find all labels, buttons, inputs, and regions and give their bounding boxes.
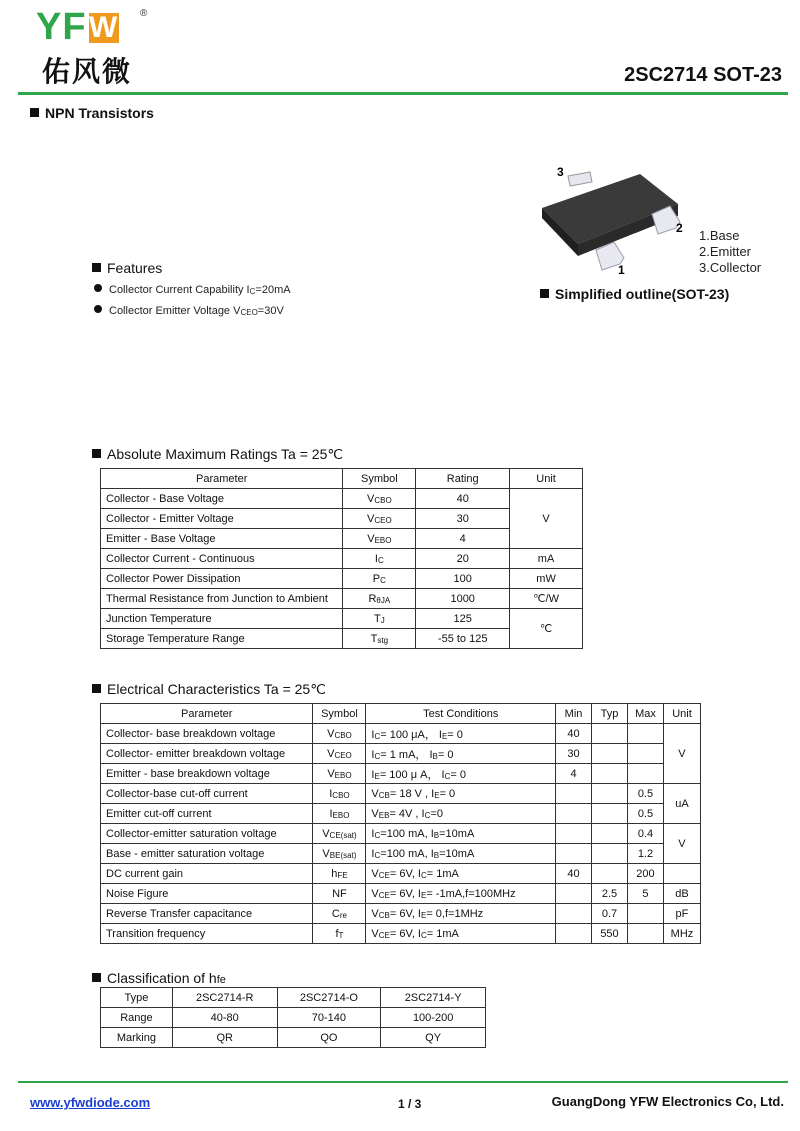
test-condition-cell: $V_{CE}= 6V$, $I_E= -1mA,f=100MHz$ (366, 884, 556, 904)
table-row (101, 904, 701, 924)
rating-cell: 100 (416, 569, 510, 589)
symbol-cell: VEBO (313, 764, 366, 784)
parameter-cell: Collector- base breakdown voltage (101, 724, 313, 744)
max-cell: 5 (627, 884, 663, 904)
table-row (101, 824, 701, 844)
legend-item: 2.Emitter (699, 244, 752, 259)
classification-heading: Classification of hfe (92, 970, 226, 986)
parameter-cell: Storage Temperature Range (101, 629, 343, 649)
table-row (101, 884, 701, 904)
feature-item: Collector Current Capability IC=20mA (94, 284, 291, 296)
rating-cell: 20 (416, 549, 510, 569)
max-cell: 0.5 (627, 784, 663, 804)
typ-cell (592, 744, 628, 764)
symbol-cell: PC (343, 569, 416, 589)
symbol-cell: NF (313, 884, 366, 904)
test-condition-cell: $V_{CE}= 6V$, $I_C= 1mA$ (366, 924, 556, 944)
table-row (101, 609, 583, 629)
table-row (101, 589, 583, 609)
typ-cell: 0.7 (592, 904, 628, 924)
test-condition-cell: $V_{EB}= 4V$ , $I_C=0$ (366, 804, 556, 824)
test-condition-cell: $V_{CB}= 18$ V , $I_E= 0$ (366, 784, 556, 804)
parameter-cell: Emitter - Base Voltage (101, 529, 343, 549)
outline-caption: Simplified outline(SOT-23) (540, 286, 729, 302)
min-cell: 4 (556, 764, 592, 784)
col-header: Unit (663, 704, 700, 724)
bullet-dot-icon (94, 305, 102, 313)
symbol-cell: RθJA (343, 589, 416, 609)
symbol-cell: fT (313, 924, 366, 944)
bullet-square-icon (92, 263, 101, 272)
symbol-cell: ICBO (313, 784, 366, 804)
test-condition-cell: $V_{CE}= 6V$, $I_C= 1mA$ (366, 864, 556, 884)
symbol-cell: VCBO (313, 724, 366, 744)
company-logo (36, 6, 156, 88)
unit-cell: pF (663, 904, 700, 924)
typ-cell (592, 844, 628, 864)
parameter-cell: Collector - Base Voltage (101, 489, 343, 509)
table-row (101, 1028, 486, 1048)
min-cell (556, 924, 592, 944)
col-header: Test Conditions (366, 704, 556, 724)
table-row (101, 864, 701, 884)
typ-cell: 2.5 (592, 884, 628, 904)
col-header: 2SC2714-R (172, 988, 277, 1008)
col-header: Type (101, 988, 173, 1008)
table-header-row (101, 469, 583, 489)
rating-cell: 4 (416, 529, 510, 549)
footer-divider (18, 1081, 788, 1083)
parameter-cell: Collector - Emitter Voltage (101, 509, 343, 529)
col-header: Rating (416, 469, 510, 489)
table-cell: QR (172, 1028, 277, 1048)
typ-cell (592, 784, 628, 804)
parameter-cell: DC current gain (101, 864, 313, 884)
feature-item: Collector Emitter Voltage VCEO=30V (94, 305, 284, 317)
table-header-row (101, 988, 486, 1008)
table-row (101, 1008, 486, 1028)
min-cell (556, 824, 592, 844)
col-header: Symbol (313, 704, 366, 724)
logo-box-letter: W (88, 11, 119, 44)
parameter-cell: Collector Current - Continuous (101, 549, 343, 569)
unit-cell: V (663, 724, 700, 784)
logo-chinese-name: 佑风微 (42, 55, 133, 88)
unit-cell: ℃ (510, 609, 583, 649)
max-cell: 200 (627, 864, 663, 884)
table-row (101, 924, 701, 944)
page-number: 1 / 3 (398, 1097, 422, 1111)
bullet-square-icon (92, 973, 101, 982)
table-cell: 100-200 (381, 1008, 486, 1028)
registered-mark: ® (140, 8, 148, 19)
rating-cell: 30 (416, 509, 510, 529)
symbol-cell: Tstg (343, 629, 416, 649)
pin-3-label: 3 (557, 165, 564, 179)
pin-legend (699, 228, 761, 276)
typ-cell (592, 804, 628, 824)
parameter-cell: Collector-emitter saturation voltage (101, 824, 313, 844)
table-row (101, 764, 701, 784)
symbol-cell: IEBO (313, 804, 366, 824)
symbol-cell: VCEO (343, 509, 416, 529)
parameter-cell: Collector-base cut-off current (101, 784, 313, 804)
rating-cell: 125 (416, 609, 510, 629)
logo-letters: YF (36, 6, 87, 48)
table-cell: QO (277, 1028, 381, 1048)
test-condition-cell: $I_C=100$ mA, $I_B=10mA$ (366, 824, 556, 844)
elec-char-table (100, 703, 701, 944)
test-condition-cell: $I_C= 100$ μA， $I_E= 0$ (366, 724, 556, 744)
max-cell: 0.5 (627, 804, 663, 824)
parameter-cell: Noise Figure (101, 884, 313, 904)
rating-cell: -55 to 125 (416, 629, 510, 649)
min-cell: 40 (556, 724, 592, 744)
unit-cell: ℃/W (510, 589, 583, 609)
unit-cell: mA (510, 549, 583, 569)
symbol-cell: TJ (343, 609, 416, 629)
col-header: 2SC2714-Y (381, 988, 486, 1008)
parameter-cell: Reverse Transfer capacitance (101, 904, 313, 924)
pin-2-label: 2 (676, 221, 683, 235)
symbol-cell: Cre (313, 904, 366, 924)
parameter-cell: Collector- emitter breakdown voltage (101, 744, 313, 764)
col-header: Max (627, 704, 663, 724)
unit-cell: MHz (663, 924, 700, 944)
abs-max-heading: Absolute Maximum Ratings Ta = 25℃ (92, 446, 343, 463)
bullet-square-icon (30, 108, 39, 117)
bullet-square-icon (92, 449, 101, 458)
min-cell (556, 844, 592, 864)
table-cell: QY (381, 1028, 486, 1048)
test-condition-cell: $V_{CB}= 6V$, $I_E= 0,f=1MHz$ (366, 904, 556, 924)
unit-cell: dB (663, 884, 700, 904)
symbol-cell: VEBO (343, 529, 416, 549)
rating-cell: 40 (416, 489, 510, 509)
unit-cell (663, 864, 700, 884)
col-header: 2SC2714-O (277, 988, 381, 1008)
legend-item: 3.Collector (699, 260, 762, 275)
test-condition-cell: $I_C=100$ mA, $I_B=10mA$ (366, 844, 556, 864)
elec-char-heading: Electrical Characteristics Ta = 25℃ (92, 681, 326, 698)
max-cell: 1.2 (627, 844, 663, 864)
typ-cell (592, 764, 628, 784)
table-row (101, 804, 701, 824)
min-cell (556, 804, 592, 824)
symbol-cell: VCEO (313, 744, 366, 764)
parameter-cell: Transition frequency (101, 924, 313, 944)
bullet-square-icon (540, 289, 549, 298)
table-cell: 70-140 (277, 1008, 381, 1028)
table-cell: Range (101, 1008, 173, 1028)
col-header: Symbol (343, 469, 416, 489)
max-cell: 0.4 (627, 824, 663, 844)
parameter-cell: Thermal Resistance from Junction to Ambient (101, 589, 343, 609)
features-heading: Features (92, 260, 162, 276)
bullet-square-icon (92, 684, 101, 693)
col-header: Unit (510, 469, 583, 489)
typ-cell: 550 (592, 924, 628, 944)
table-cell: 40-80 (172, 1008, 277, 1028)
parameter-cell: Junction Temperature (101, 609, 343, 629)
table-row (101, 844, 701, 864)
col-header: Min (556, 704, 592, 724)
unit-cell: V (510, 489, 583, 549)
symbol-cell: VCE(sat) (313, 824, 366, 844)
max-cell (627, 744, 663, 764)
max-cell (627, 904, 663, 924)
table-row (101, 489, 583, 509)
typ-cell (592, 724, 628, 744)
pin-1-label: 1 (618, 263, 625, 277)
legend-item: 1.Base (699, 228, 740, 243)
rating-cell: 1000 (416, 589, 510, 609)
min-cell: 40 (556, 864, 592, 884)
unit-cell: mW (510, 569, 583, 589)
symbol-cell: VBE(sat) (313, 844, 366, 864)
classification-table (100, 987, 486, 1048)
product-type: NPN Transistors (30, 105, 154, 121)
col-header: Parameter (101, 469, 343, 489)
test-condition-cell: $I_C= 1$ mA， $I_B= 0$ (366, 744, 556, 764)
max-cell (627, 724, 663, 744)
table-row (101, 724, 701, 744)
typ-cell (592, 824, 628, 844)
symbol-cell: VCBO (343, 489, 416, 509)
min-cell: 30 (556, 744, 592, 764)
parameter-cell: Emitter - base breakdown voltage (101, 764, 313, 784)
table-header-row (101, 704, 701, 724)
symbol-cell: IC (343, 549, 416, 569)
parameter-cell: Base - emitter saturation voltage (101, 844, 313, 864)
header-divider (18, 92, 788, 95)
unit-cell: V (663, 824, 700, 864)
abs-max-table (100, 468, 583, 649)
max-cell (627, 764, 663, 784)
min-cell (556, 884, 592, 904)
company-name: GuangDong YFW Electronics Co, Ltd. (551, 1094, 784, 1109)
document-title: 2SC2714 SOT-23 (624, 64, 782, 86)
unit-cell: uA (663, 784, 700, 824)
table-row (101, 549, 583, 569)
symbol-cell: hFE (313, 864, 366, 884)
typ-cell (592, 864, 628, 884)
bullet-dot-icon (94, 284, 102, 292)
table-row (101, 784, 701, 804)
min-cell (556, 904, 592, 924)
website-link[interactable]: www.yfwdiode.com (30, 1095, 151, 1110)
table-cell: Marking (101, 1028, 173, 1048)
table-row (101, 569, 583, 589)
parameter-cell: Emitter cut-off current (101, 804, 313, 824)
col-header: Parameter (101, 704, 313, 724)
min-cell (556, 784, 592, 804)
test-condition-cell: $I_E= 100$ μ A， $I_C= 0$ (366, 764, 556, 784)
table-row (101, 744, 701, 764)
col-header: Typ (592, 704, 628, 724)
parameter-cell: Collector Power Dissipation (101, 569, 343, 589)
max-cell (627, 924, 663, 944)
